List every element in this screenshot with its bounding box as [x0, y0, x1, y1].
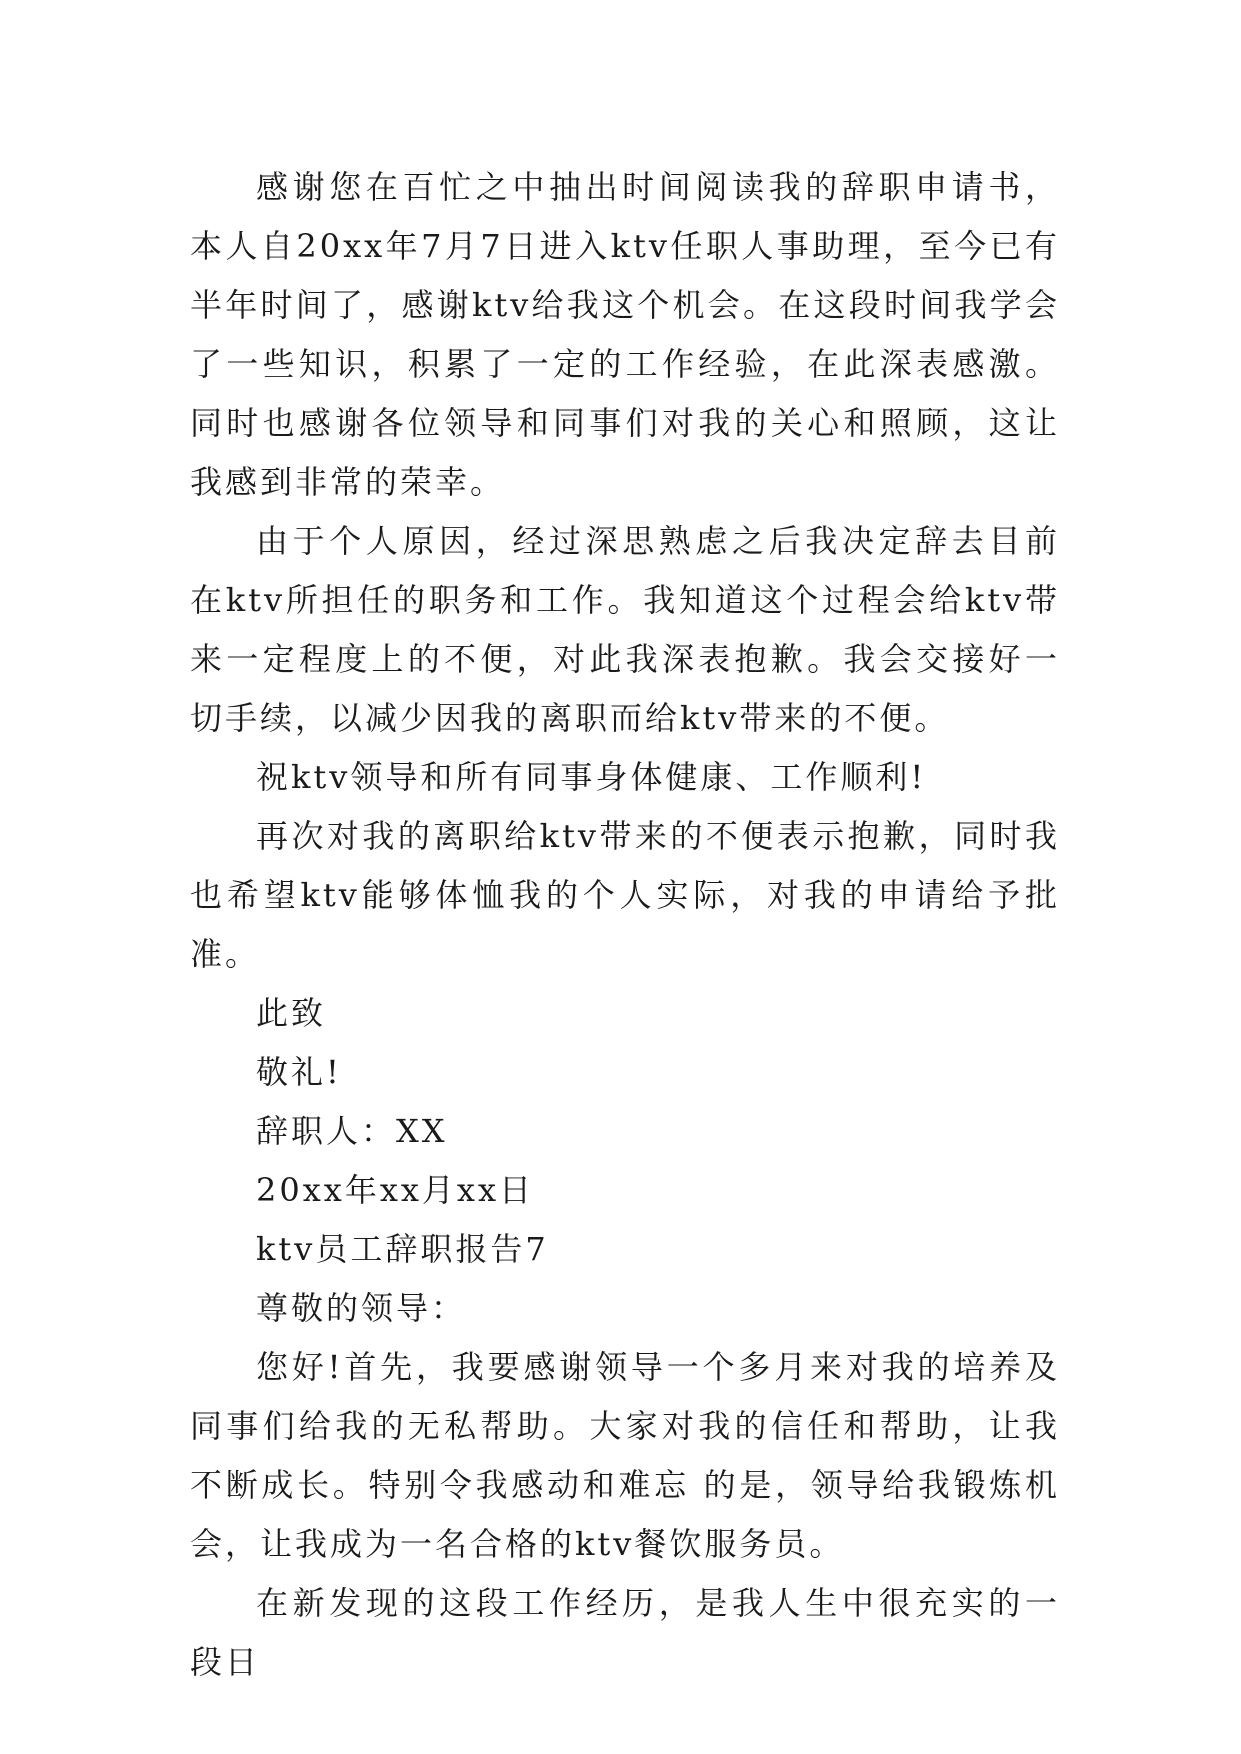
closing-line: 此致 — [256, 994, 327, 1032]
paragraph-experience: 在新发现的这段工作经历，是我人生中很充实的一段日 — [190, 1584, 1060, 1681]
paragraph-apology: 再次对我的离职给ktv带来的不便表示抱歉，同时我也希望ktv能够体恤我的个人实际，对我的申请给予批准。 — [190, 817, 1060, 973]
greeting-line: 尊敬的领导： — [256, 1289, 467, 1327]
document-body — [190, 158, 1060, 1692]
signer-line: 辞职人：XX — [256, 1112, 448, 1150]
date-line: 20xx年xx月xx日 — [256, 1171, 535, 1209]
section-title: ktv员工辞职报告7 — [256, 1230, 549, 1268]
salute-line: 敬礼! — [256, 1053, 342, 1091]
paragraph-wishes: 祝ktv领导和所有同事身体健康、工作顺利! — [256, 758, 927, 796]
paragraph-gratitude: 您好!首先，我要感谢领导一个多月来对我的培养及同事们给我的无私帮助。大家对我的信任和帮助，让我不断成长。特别令我感动和难忘 的是，领导给我锻炼机会，让我成为一名合格的ktv餐饮服务员。 — [190, 1348, 1060, 1563]
paragraph-thanks: 感谢您在百忙之中抽出时间阅读我的辞职申请书，本人自20xx年7月7日进入ktv任职人事助理，至今已有半年时间了，感谢ktv给我这个机会。在这段时间我学会了一些知识，积累了一定的工作经验，在此深表感激。同时也感谢各位领导和同事们对我的关心和照顾，这让我感到非常的荣幸。 — [190, 168, 1060, 501]
paragraph-reason: 由于个人原因，经过深思熟虑之后我决定辞去目前在ktv所担任的职务和工作。我知道这个过程会给ktv带来一定程度上的不便，对此我深表抱歉。我会交接好一切手续，以减少因我的离职而给ktv带来的不便。 — [190, 522, 1060, 737]
